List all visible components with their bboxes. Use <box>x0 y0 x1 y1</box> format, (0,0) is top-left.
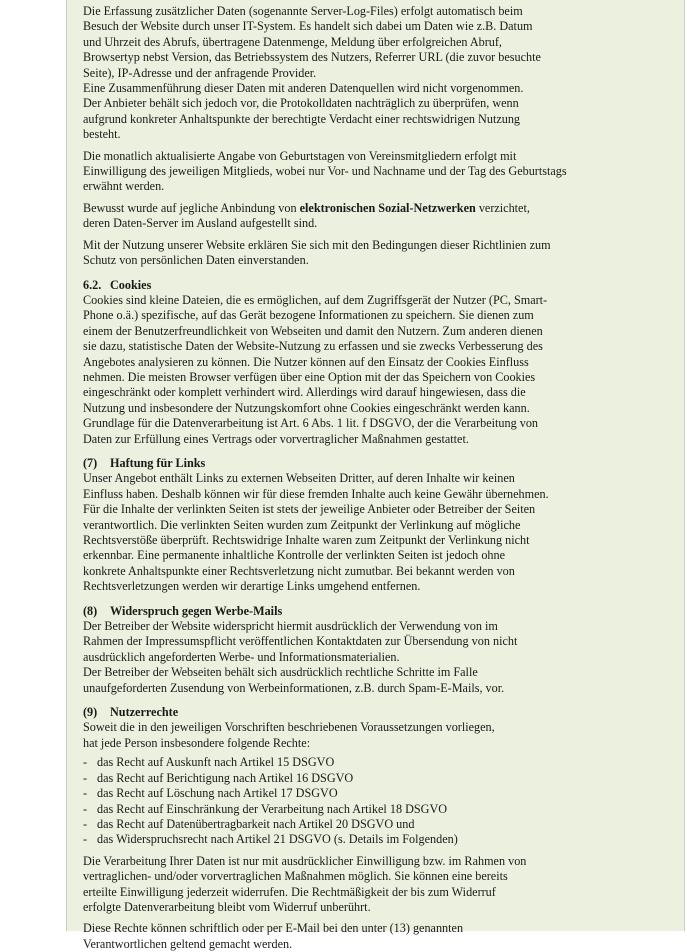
text-line: Schutz von persönlichen Daten einverstanden. <box>83 253 309 268</box>
text-line: verantwortlich. Die verlinkten Seiten wurden zum Zeitpunkt der Verlinkung auf mögliche <box>83 517 521 532</box>
text-line: Die monatlich aktualisierte Angabe von Geburtstagen von Vereinsmitgliedern erfolgt mit <box>83 148 517 163</box>
text-line: Der Betreiber der Webseiten behält sich ausdrücklich rechtliche Schritte im Falle <box>83 665 478 680</box>
paragraph-server-logs <box>83 4 676 143</box>
text-line: deren Daten-Server im Ausland aufgestellt sind. <box>83 216 318 231</box>
paragraph-rights-intro <box>83 720 676 751</box>
paragraph-withdrawal <box>83 854 676 916</box>
paragraph-ad-mails <box>83 619 676 696</box>
text-line: Soweit die in den jeweiligen Vorschriften beschriebenen Voraussetzungen vorliegen, <box>83 720 495 735</box>
paragraph-assertion <box>83 921 676 952</box>
text-line: unaufgeforderten Zusendung von Werbeinformationen, z.B. durch Spam-E-Mails, vor. <box>83 680 505 695</box>
text-line: sie dazu, statistische Daten der Website-Nutzung zu erfassen und sie zwecks Verbesserung des <box>83 339 543 354</box>
list-item-text: das Recht auf Berichtigung nach Artikel 16 DSGVO <box>97 770 354 785</box>
list-dash: - <box>83 770 88 785</box>
list-item-text: das Widerspruchsrecht nach Artikel 21 DSGVO (s. Details im Folgenden) <box>97 832 458 847</box>
text-line: Der Anbieter behält sich jedoch vor, die Protokolldaten nachträglich zu überprüfen, wenn <box>83 96 519 111</box>
section-title: Nutzerrechte <box>110 705 179 720</box>
list-item-text: das Recht auf Einschränkung der Verarbeitung nach Artikel 18 DSGVO <box>97 801 448 816</box>
document-page <box>66 0 685 951</box>
text-line: Rechtsverletzungen werden wir derartige Links umgehend entfernen. <box>83 579 421 594</box>
list-item-text: das Recht auf Auskunft nach Artikel 15 DSGVO <box>97 755 335 770</box>
list-item <box>83 802 676 817</box>
section-number: (8) <box>83 603 98 618</box>
text-line: Diese Rechte können schriftlich oder per E-Mail bei den unter (13) genannten <box>83 921 464 936</box>
list-item <box>83 786 676 801</box>
text-line: Phone o.ä.) spezifische, auf das Gerät bezogene Informationen zu speichern. Sie dienen zum <box>83 308 534 323</box>
section-title: Haftung für Links <box>110 455 206 470</box>
text-line: und Uhrzeit des Abrufs, übertragene Datenmenge, Meldung über erfolgreichen Abruf, <box>83 34 502 49</box>
text-line: erkennbar. Eine permanente inhaltliche Kontrolle der verlinkten Seiten ist jedoch ohne <box>83 548 506 563</box>
text-fragment: Bewusst wurde auf jegliche Anbindung von <box>83 200 300 215</box>
text-line: Unser Angebot enthält Links zu externen Webseiten Dritter, auf deren Inhalte wir keinen <box>83 471 515 486</box>
text-line: Grundlage für die Datenverarbeitung ist Art. 6 Abs. 1 lit. f DSGVO, der die Verarbeitung von <box>83 416 539 431</box>
paragraph-links <box>83 471 676 594</box>
text-line: erwähnt werden. <box>83 179 165 194</box>
section-heading-ad-mails <box>83 604 676 619</box>
text-line: nehmen. Die meisten Browser verfügen über eine Option mit der das Speichern von Cookies <box>83 369 536 384</box>
text-line: besteht. <box>83 127 121 142</box>
text-line: eingeschränkt oder komplett verhindert wird. Allerdings wird darauf hingewiesen, dass die <box>83 385 526 400</box>
text-line: Cookies sind kleine Dateien, die es ermöglichen, auf dem Zugriffsgerät der Nutzer (PC, Smart- <box>83 292 548 307</box>
text-line: Verantwortlichen geltend gemacht werden. <box>83 936 293 951</box>
section-number: (7) <box>83 455 98 470</box>
text-line: vertraglichen- und/oder vorvertraglichen Maßnahmen möglich. Sie können eine bereits <box>83 869 508 884</box>
text-fragment: verzichtet, <box>475 200 530 215</box>
bold-phrase: elektronischen Sozial-Netzwerken <box>299 200 476 215</box>
paragraph-cookies <box>83 293 676 447</box>
text-line: Seite), IP-Adresse und der anfragende Provider. <box>83 65 317 80</box>
text-line: einem der Benutzerfreundlichkeit von Webseiten und damit den Nutzern. Zum anderen dienen <box>83 323 543 338</box>
text-line: Besuch der Website durch unser IT-System. Es handelt sich dabei um Daten wie z.B. Datum <box>83 19 533 34</box>
list-dash: - <box>83 755 88 770</box>
list-dash: - <box>83 786 88 801</box>
list-item-text: das Recht auf Löschung nach Artikel 17 DSGVO <box>97 786 338 801</box>
text-line: Eine Zusammenführung dieser Daten mit anderen Datenquellen wird nicht vorgenommen. <box>83 81 524 96</box>
list-item <box>83 771 676 786</box>
text-line: Mit der Nutzung unserer Website erklären Sie sich mit den Bedingungen dieser Richtlinien zum <box>83 237 551 252</box>
text-line: Browsertyp nebst Version, das Betriebssystem des Nutzers, Referrer URL (die zuvor besuchte <box>83 50 541 65</box>
text-line: konkrete Anhaltspunkte einer Rechtsverletzung nicht zumutbar. Bei bekannt werden von <box>83 563 515 578</box>
text-line: Einwilligung des jeweiligen Mitglieds, wobei nur Vor- und Nachname und der Tag des Geburtstags <box>83 164 567 179</box>
text-line: ausdrücklich angeforderten Werbe- und Informationsmaterialien. <box>83 649 400 664</box>
section-number: (9) <box>83 705 98 720</box>
list-dash: - <box>83 832 88 847</box>
text-line: Rahmen der Impressumspflicht veröffentlichen Kontaktdaten zur Übersendung von nicht <box>83 634 518 649</box>
section-heading-cookies <box>83 278 676 293</box>
text-line: Einfluss haben. Deshalb können wir für diese fremden Inhalte auch keine Gewähr übernehmen. <box>83 486 549 501</box>
list-item <box>83 817 676 832</box>
rights-list <box>83 755 676 847</box>
text-line: aufgrund konkreter Anhaltspunkte der berechtigte Verdacht einer rechtswidrigen Nutzung <box>83 111 521 126</box>
text-line: erteilte Einwilligung jederzeit widerrufen. Die Rechtmäßigkeit der bis zum Widerruf <box>83 884 496 899</box>
text-line: Die Erfassung zusätzlicher Daten (sogenannte Server-Log-Files) erfolgt automatisch beim <box>83 4 523 18</box>
paragraph-birthdays <box>83 149 676 195</box>
section-title: Cookies <box>110 277 152 292</box>
text-line: erfolgte Datenverarbeitung bleibt vom Widerruf unberührt. <box>83 899 371 914</box>
section-number: 6.2. <box>83 277 102 292</box>
text-line: Der Betreiber der Website widerspricht hiermit ausdrücklich der Verwendung von im <box>83 619 498 634</box>
section-title: Widerspruch gegen Werbe-Mails <box>110 603 283 618</box>
text-line <box>83 201 676 216</box>
list-item <box>83 755 676 770</box>
text-line: Daten zur Erfüllung eines Vertrags oder vorvertraglicher Maßnahmen gestattet. <box>83 431 469 446</box>
text-line: Rechtsverstöße überprüft. Rechtswidrige Inhalte waren zum Zeitpunkt der Verlinkung nicht <box>83 533 530 547</box>
text-line: Angebotes analysieren zu können. Die Nutzer können auf den Einsatz der Cookies Einfluss <box>83 354 529 369</box>
paragraph-consent <box>83 238 676 269</box>
list-dash: - <box>83 801 88 816</box>
list-dash: - <box>83 816 88 831</box>
list-item-text: das Recht auf Datenübertragbarkeit nach Artikel 20 DSGVO und <box>97 816 415 831</box>
text-line: Für die Inhalte der verlinkten Seiten ist stets der jeweilige Anbieter oder Betreiber der Seiten <box>83 502 536 517</box>
text-line: hat jede Person insbesondere folgende Rechte: <box>83 735 311 750</box>
list-item <box>83 832 676 847</box>
section-heading-links <box>83 456 676 471</box>
text-line: Nutzung und insbesondere der Nutzungskomfort ohne Cookies eingeschränkt werden kann. <box>83 400 530 415</box>
paragraph-social-networks <box>83 201 676 232</box>
text-line: Die Verarbeitung Ihrer Daten ist nur mit ausdrücklicher Einwilligung bzw. im Rahmen von <box>83 853 527 868</box>
section-heading-user-rights <box>83 705 676 720</box>
